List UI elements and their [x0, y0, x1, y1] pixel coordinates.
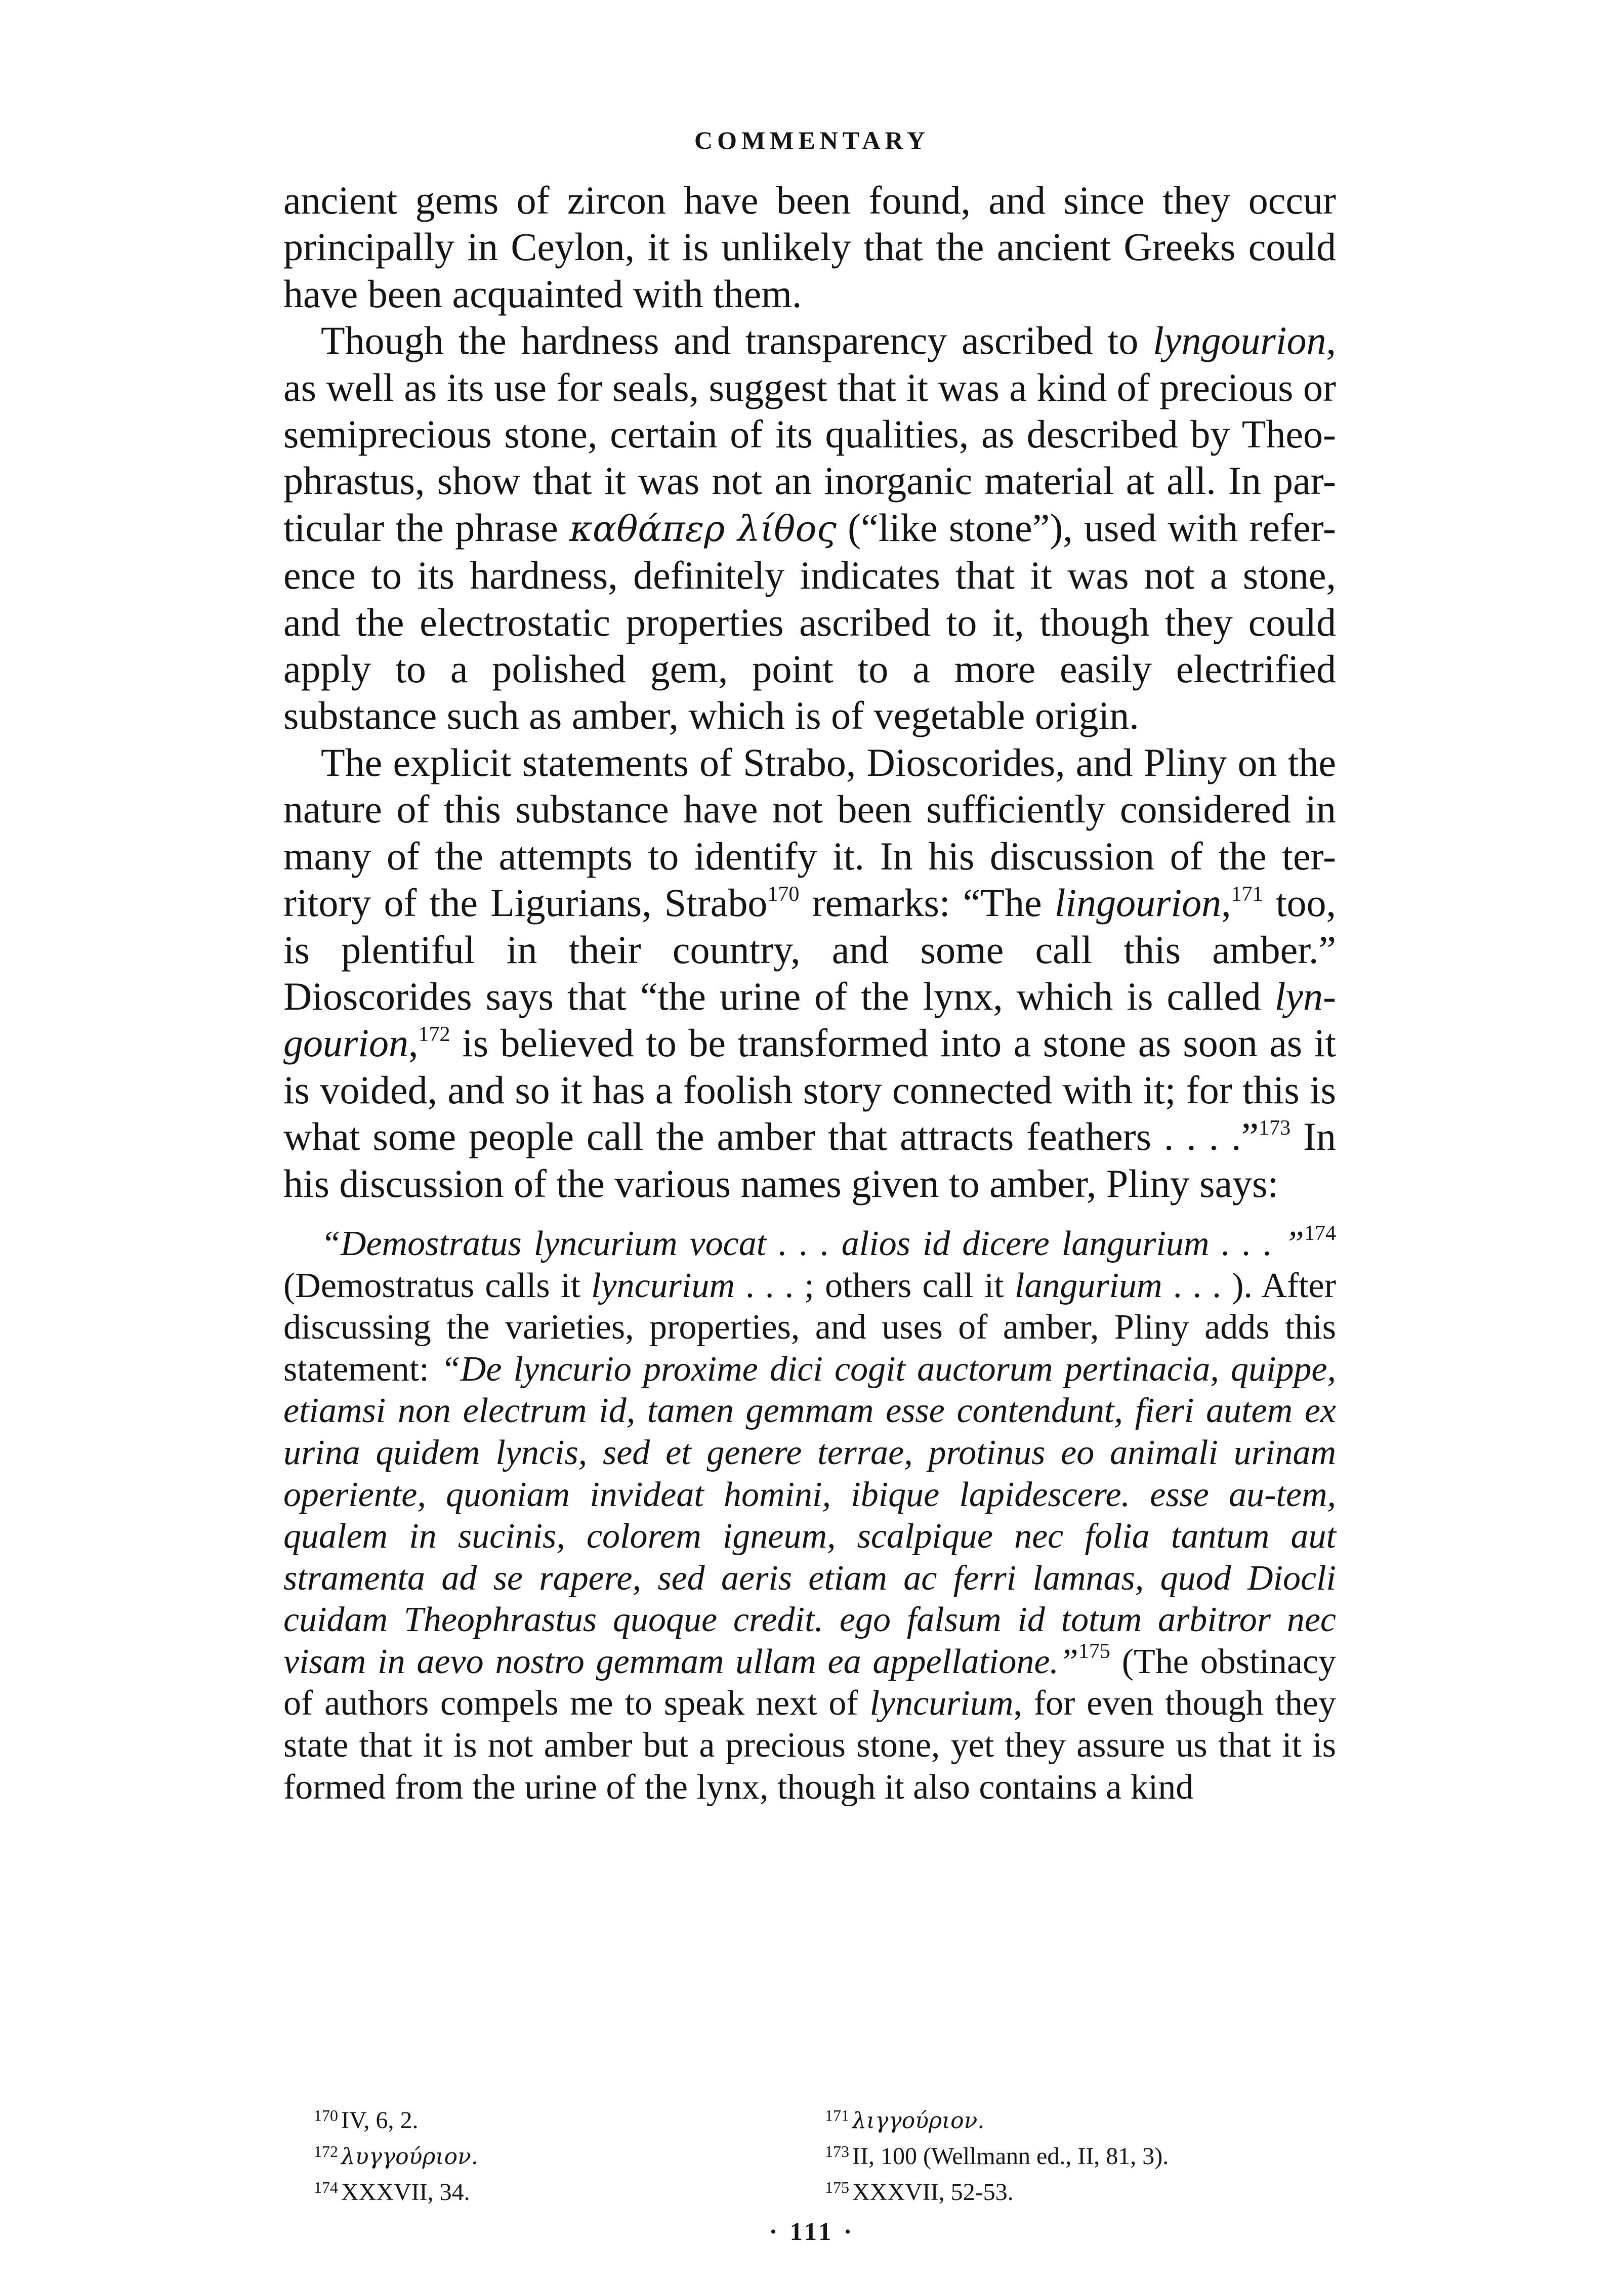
text-span: (“like stone”), used with refer-ence to its hardness, definitely indicates that it was not a stone, and the electrostatic properties ascribed to it, though they could apply to a polished gem, point to a more easily electrified substance such as amber, which is of vegetable origin. [283, 505, 1336, 738]
text-span: ancient gems of zircon have been found, and since they occur principally in Ceylon, it is unlikely that the ancient Greeks could have been acquainted with them. [283, 178, 1336, 316]
footnote-text: λυγγούριον. [341, 2144, 478, 2170]
paragraph-2 [283, 317, 1336, 739]
text-span: remarks: “The [799, 881, 1055, 925]
paragraph-3 [283, 739, 1336, 1207]
text-span: . . . ; others call it [734, 1266, 1015, 1305]
footnote-row [314, 2172, 1336, 2208]
paragraph-4 [283, 1223, 1336, 1808]
italic-term: lingourion [1054, 881, 1222, 925]
text-span: too, is plentiful in their country, and some call this amber.” Dioscorides says that “the urine of the lynx, which is called [283, 881, 1337, 1018]
footnote-text: XXXVII, 52-53. [852, 2179, 1014, 2206]
footnote-170 [314, 2100, 825, 2136]
footnote-ref: 175 [1078, 1639, 1110, 1663]
footnote-number: 172 [314, 2142, 338, 2161]
footnote-175 [825, 2172, 1336, 2208]
footnote-172 [314, 2136, 825, 2172]
footnote-row [314, 2136, 1336, 2172]
paragraph-1 [283, 177, 1336, 317]
text-span: , for even though they state that it is not amber but a precious stone, yet they assure us that it is formed from the urine of the lynx, though it also contains a kind [283, 1684, 1336, 1807]
footnote-171 [825, 2100, 1336, 2136]
footnote-ref: 173 [1259, 1116, 1291, 1140]
footnote-number: 174 [314, 2178, 338, 2196]
latin-quote: “De lyncurio proxime dici cogit auctorum pertinacia, quippe, etiamsi non electrum id, tamen gemmam esse contendunt, fieri autem ex urina quidem lyncis, sed et genere terrae, protinus eo animali urinam operiente, quoniam invideat homini, ibique lapidescere. esse au-tem, qualem in sucinis, colorem igneum, scalpique nec folia tantum aut stramenta ad se rapere, sed aeris etiam ac ferri lamnas, quod Diocli cuidam Theophrastus quoque credit. ego falsum id totum arbitror nec visam in aevo nostro gemmam ullam ea appellatione.” [283, 1349, 1336, 1681]
footnote-number: 170 [314, 2106, 338, 2125]
text-span: , [1221, 881, 1231, 925]
footnote-ref: 174 [1304, 1221, 1336, 1245]
text-span: (The obstinacy of authors compels me to speak next of [283, 1642, 1336, 1723]
footnote-174 [314, 2172, 825, 2208]
page-number: · 111 · [769, 2217, 855, 2246]
footnote-text: II, 100 (Wellmann ed., II, 81, 3). [852, 2143, 1169, 2170]
text-span: (Demostratus calls it [283, 1266, 592, 1305]
footnote-ref: 170 [767, 883, 800, 906]
text-span: , as well as its use for seals, suggest that it was a kind of precious or semiprecious stone, certain of its qualities, as described by Theo-phrastus, show that it was not an inorganic material at all. In par-ticular the phrase [283, 318, 1336, 550]
footnote-row [314, 2100, 1336, 2136]
italic-term: lyncurium [591, 1266, 735, 1305]
text-span: Though the hardness and transparency ascribed to [321, 318, 1153, 363]
text-span: In his discussion of the various names given to amber, Pliny says: [283, 1114, 1336, 1206]
italic-term: lyngourion [1153, 318, 1326, 363]
footnote-text: λιγγούριον. [852, 2108, 985, 2134]
footnote-number: 171 [825, 2106, 849, 2125]
footnote-ref: 172 [418, 1023, 450, 1047]
text-span: . . . ). After discussing the varieties, properties, and uses of amber, Pliny adds this statement: [283, 1266, 1337, 1389]
text-span: The explicit statements of Strabo, Dioscorides, and Pliny on the nature of this substance have not been sufficiently considered in many of the attempts to identify it. In his discussion of the ter-ritory of the Ligurians, Strabo [283, 740, 1336, 925]
footnote-text: XXXVII, 34. [341, 2179, 470, 2206]
body-text [283, 177, 1336, 1808]
latin-quote: “Demostratus lyncurium vocat . . . alios id dicere langurium . . . ” [321, 1224, 1304, 1263]
footnote-number: 173 [825, 2142, 849, 2161]
italic-term: lyncurium [869, 1684, 1014, 1723]
italic-term: lyn-gourion [283, 974, 1336, 1065]
footnote-number: 175 [825, 2178, 849, 2196]
italic-term: langurium [1014, 1266, 1162, 1305]
footnote-173 [825, 2136, 1336, 2172]
footnote-text: IV, 6, 2. [341, 2107, 419, 2134]
text-span: is believed to be transformed into a stone as soon as it is voided, and so it has a foolish story connected with it; for this is what some people call the amber that attracts feathers . . . .” [283, 1021, 1336, 1159]
footnote-ref: 171 [1231, 883, 1263, 906]
running-head: COMMENTARY [694, 126, 930, 154]
footnotes [314, 2100, 1336, 2208]
greek-phrase: καθάπερ λίθος [569, 508, 837, 550]
text-span: , [408, 1021, 419, 1065]
